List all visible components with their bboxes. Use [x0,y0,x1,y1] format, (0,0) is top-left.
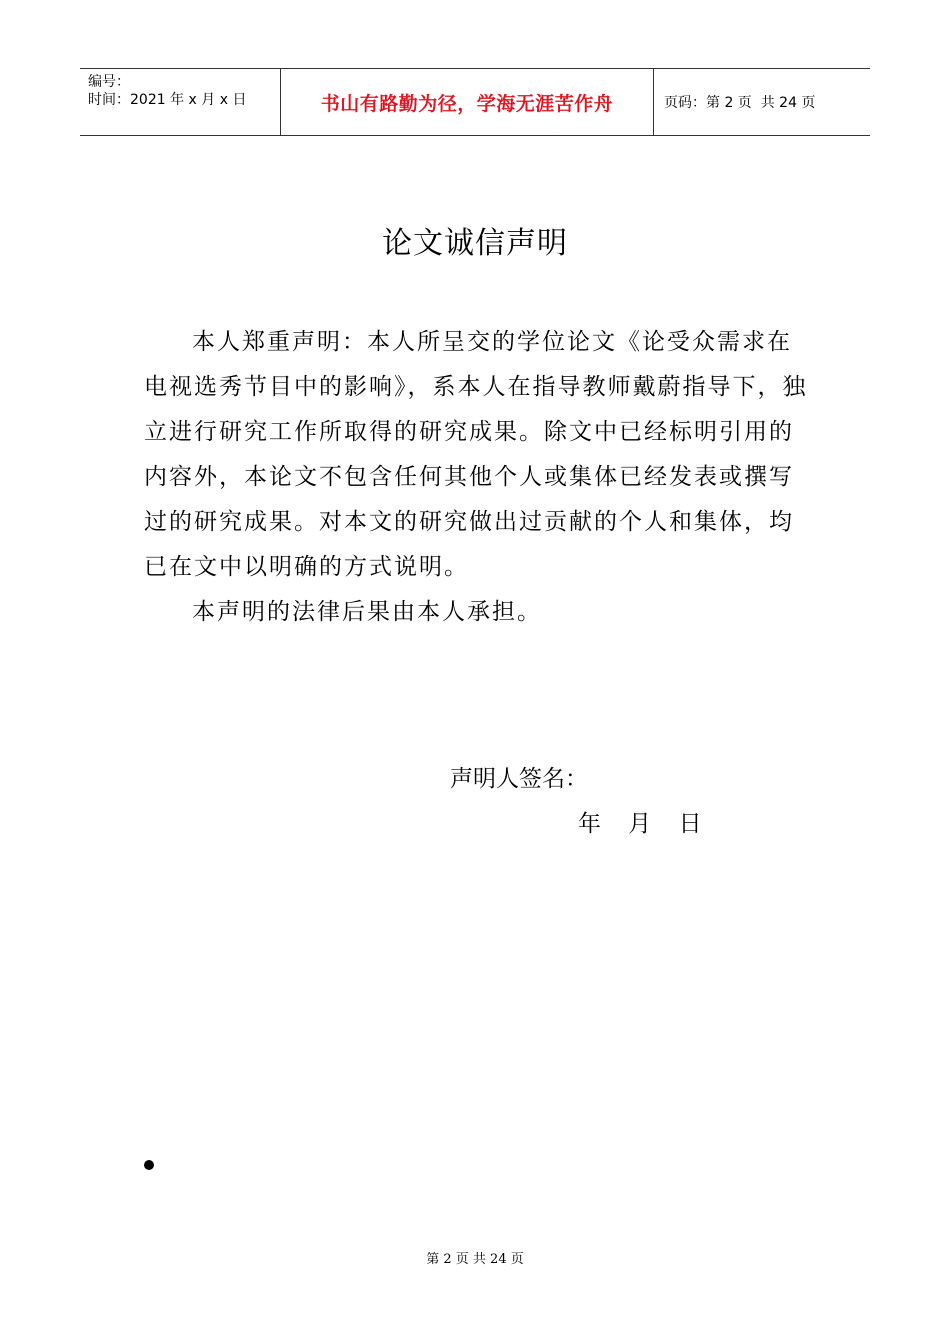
header-page-code: 页码：第 2 页 共 24 页 [664,95,816,111]
page-header [80,68,870,136]
signature-date-line: 年 月 日 [578,811,702,837]
declaration-paragraph: 本声明的法律后果由本人承担。 [192,599,542,625]
declaration-paragraph: 本人郑重声明：本人所呈交的学位论文《论受众需求在电视选秀节目中的影响》，系本人在指导教师戴蔚指导下，独立进行研究工作所取得的研究成果。除文中已经标明引用的内容外，本论文不包含任何其他个人或集体已经发表或撰写过的研究成果。对本文的研究做出过贡献的个人和集体，均已在文中以明确的方式说明。 [144,329,808,580]
header-meta-cell [80,69,281,135]
bullet-dot-icon [144,1160,154,1170]
header-motto-cell [281,69,654,135]
header-motto: 书山有路勤为径，学海无涯苦作舟 [320,92,614,115]
document-number-label: 编号： [88,74,130,90]
header-page-cell [654,69,870,135]
document-time-label: 时间：2021 年 x 月 x 日 [88,92,247,108]
page-footer: 第 2 页 共 24 页 [426,1252,524,1267]
signature-label: 声明人签名： [450,766,588,792]
declaration-body [144,320,814,635]
document-title: 论文诚信声明 [382,226,568,261]
